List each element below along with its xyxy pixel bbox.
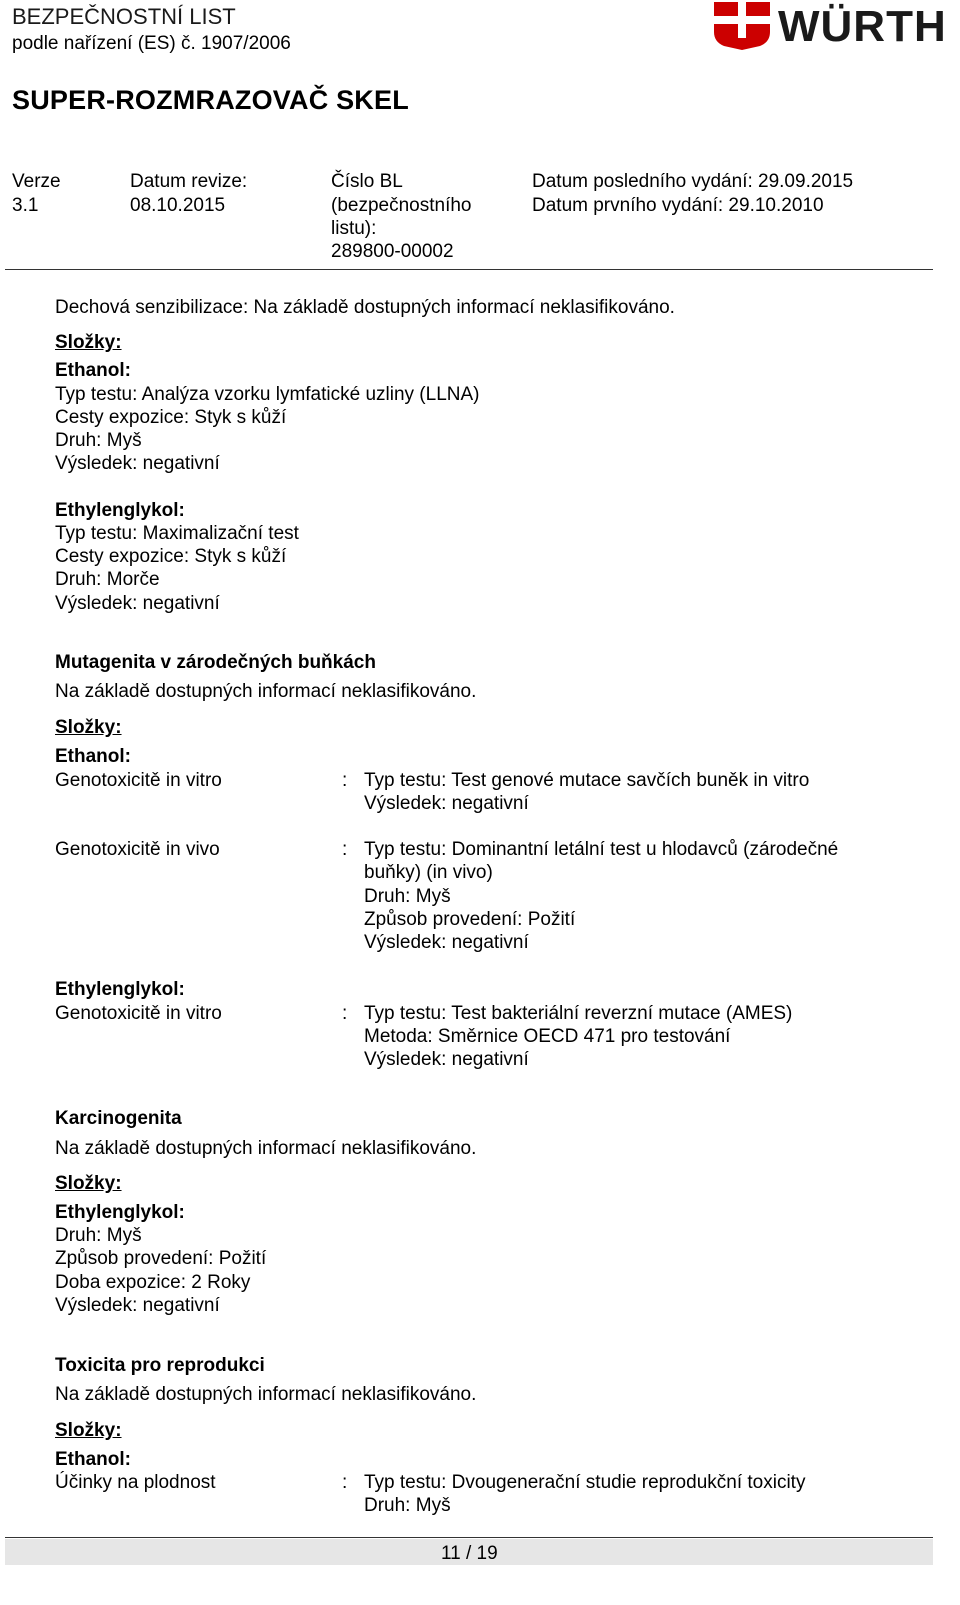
document-type: BEZPEČNOSTNÍ LIST — [12, 4, 236, 29]
respiratory-sensitization: Dechová senzibilizace: Na základě dostupných informací neklasifikováno. — [55, 297, 675, 318]
component-name: Ethylenglykol: — [55, 500, 185, 521]
section-heading-carcinogenicity: Karcinogenita — [55, 1108, 182, 1129]
test-value: Druh: Myš — [364, 886, 451, 907]
component-name: Ethylenglykol: — [55, 979, 185, 1000]
test-label: Genotoxicitě in vitro — [55, 1003, 222, 1024]
test-line: Výsledek: negativní — [55, 453, 220, 474]
test-value: Typ testu: Test bakteriální reverzní mutace (AMES) — [364, 1003, 793, 1024]
component-name: Ethanol: — [55, 746, 131, 767]
test-line: Typ testu: Analýza vzorku lymfatické uzliny (LLNA) — [55, 384, 480, 405]
version-label: Verze — [12, 171, 61, 192]
colon-separator: : — [342, 839, 348, 860]
test-value: buňky) (in vivo) — [364, 862, 493, 883]
test-value: Výsledek: negativní — [364, 793, 529, 814]
test-line: Druh: Myš — [55, 430, 142, 451]
version-value: 3.1 — [12, 195, 39, 216]
revision-value: 08.10.2015 — [130, 195, 226, 216]
section-text: Na základě dostupných informací neklasifikováno. — [55, 1384, 477, 1405]
test-value: Druh: Myš — [364, 1495, 451, 1516]
sds-label-3: listu): — [331, 218, 377, 239]
sds-label-1: Číslo BL — [331, 171, 403, 192]
components-heading: Složky: — [55, 717, 122, 738]
test-line: Druh: Myš — [55, 1225, 142, 1246]
test-line: Typ testu: Maximalizační test — [55, 523, 299, 544]
test-line: Způsob provedení: Požití — [55, 1248, 267, 1269]
sds-label-2: (bezpečnostního — [331, 195, 472, 216]
test-value: Výsledek: negativní — [364, 932, 529, 953]
component-name: Ethanol: — [55, 1449, 131, 1470]
test-value: Metoda: Směrnice OECD 471 pro testování — [364, 1026, 731, 1047]
header-divider — [5, 269, 933, 270]
test-line: Cesty expozice: Styk s kůží — [55, 546, 287, 567]
wurth-logo — [714, 2, 950, 54]
footer-divider — [5, 1537, 933, 1538]
sds-number: 289800-00002 — [331, 241, 454, 262]
colon-separator: : — [342, 770, 348, 791]
test-value: Způsob provedení: Požití — [364, 909, 576, 930]
component-name: Ethylenglykol: — [55, 1202, 185, 1223]
first-issue-date: Datum prvního vydání: 29.10.2010 — [532, 195, 824, 216]
test-label: Genotoxicitě in vivo — [55, 839, 220, 860]
page-number: 11 / 19 — [441, 1543, 498, 1564]
product-title: SUPER-ROZMRAZOVAČ SKEL — [12, 85, 409, 115]
components-heading: Složky: — [55, 1420, 122, 1441]
test-value: Typ testu: Dvougenerační studie reprodukční toxicity — [364, 1472, 806, 1493]
revision-label: Datum revize: — [130, 171, 248, 192]
section-heading-reproductive-toxicity: Toxicita pro reprodukci — [55, 1355, 265, 1376]
test-value: Typ testu: Test genové mutace savčích buněk in vitro — [364, 770, 810, 791]
section-text: Na základě dostupných informací neklasifikováno. — [55, 681, 477, 702]
components-heading: Složky: — [55, 1173, 122, 1194]
test-label: Genotoxicitě in vitro — [55, 770, 222, 791]
test-line: Druh: Morče — [55, 569, 160, 590]
test-line: Výsledek: negativní — [55, 593, 220, 614]
colon-separator: : — [342, 1003, 348, 1024]
wurth-logo-text: WÜRTH — [778, 2, 947, 51]
component-name: Ethanol: — [55, 360, 131, 381]
test-line: Doba expozice: 2 Roky — [55, 1272, 251, 1293]
test-value: Výsledek: negativní — [364, 1049, 529, 1070]
test-line: Cesty expozice: Styk s kůží — [55, 407, 287, 428]
test-line: Výsledek: negativní — [55, 1295, 220, 1316]
section-text: Na základě dostupných informací neklasifikováno. — [55, 1138, 477, 1159]
test-value: Typ testu: Dominantní letální test u hlodavců (zárodečné — [364, 839, 839, 860]
last-issue-date: Datum posledního vydání: 29.09.2015 — [532, 171, 854, 192]
regulation: podle nařízení (ES) č. 1907/2006 — [12, 33, 291, 54]
components-heading: Složky: — [55, 332, 122, 353]
wurth-logo-icon — [714, 2, 770, 50]
colon-separator: : — [342, 1472, 348, 1493]
section-heading-mutagenicity: Mutagenita v zárodečných buňkách — [55, 652, 376, 673]
test-label: Účinky na plodnost — [55, 1472, 216, 1493]
